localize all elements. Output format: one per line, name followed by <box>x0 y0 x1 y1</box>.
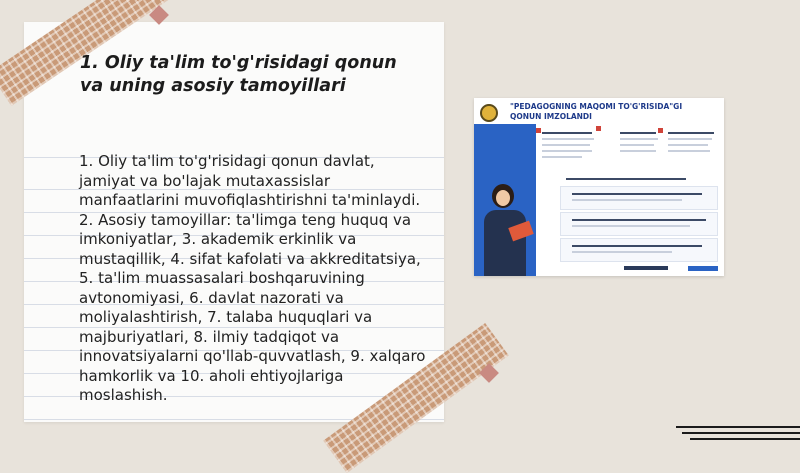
poster-text-line <box>572 199 682 201</box>
poster-text-line <box>668 150 710 152</box>
poster-text-line <box>572 219 706 221</box>
poster-text-line <box>566 178 686 180</box>
bullet-icon <box>536 128 541 133</box>
poster-text-line <box>572 245 702 247</box>
poster-text-line <box>572 193 702 195</box>
law-poster-image <box>474 98 724 276</box>
poster-footer-badge <box>688 266 718 271</box>
poster-item-box <box>560 238 718 262</box>
poster-text-line <box>572 251 672 253</box>
emblem-icon <box>480 104 498 122</box>
poster-text-line <box>620 150 656 152</box>
poster-text-line <box>542 138 594 140</box>
poster-text-line <box>542 144 590 146</box>
poster-text-line <box>620 138 658 140</box>
decorative-lines <box>676 426 800 440</box>
poster-text-line <box>542 150 592 152</box>
poster-title: "PEDAGOGNING MAQOMI TO'G'RISIDA"GI QONUN IMZOLANDI <box>510 102 683 121</box>
poster-text-line <box>620 144 654 146</box>
poster-text-line <box>572 225 690 227</box>
teacher-illustration-body <box>484 210 526 276</box>
poster-text-line <box>668 132 714 134</box>
slide-body-text: 1. Oliy ta'lim to'g'risidagi qonun davlat, jamiyat va bo'lajak mutaxassislar manfaatlarini muvofiqlashtirishni ta'minlaydi. 2. Asosiy tamoyillar: ta'limga teng huquq va imkoniyatlar, 3. akademik erkinlik va mustaqillik, 4. sifat kafolati va akkreditatsiya, 5. ta'lim muassasalari boshqaruvining avtonomiyasi, 6. davlat nazorati va moliyalashtirish, 7. talaba huquqlari va majburiyatlari, 8. ilmiy tadqiqot va innovatsiyalarni qo'llab-quvvatlash, 9. xalqaro hamkorlik va 10. aholi ehtiyojlariga moslashish. <box>79 152 426 404</box>
poster-text-line <box>668 138 712 140</box>
poster-text-line <box>542 156 582 158</box>
poster-text-line <box>620 132 656 134</box>
slide-title: 1. Oliy ta'lim to'g'risidagi qonun va uning asosiy tamoyillari <box>80 53 397 96</box>
teacher-illustration-face <box>496 190 510 206</box>
poster-text-line <box>542 132 592 134</box>
bullet-icon <box>658 128 663 133</box>
poster-footer-text <box>624 266 668 270</box>
poster-text-line <box>668 144 708 146</box>
poster-item-box <box>560 212 718 236</box>
bullet-icon <box>596 126 601 131</box>
poster-item-box <box>560 186 718 210</box>
